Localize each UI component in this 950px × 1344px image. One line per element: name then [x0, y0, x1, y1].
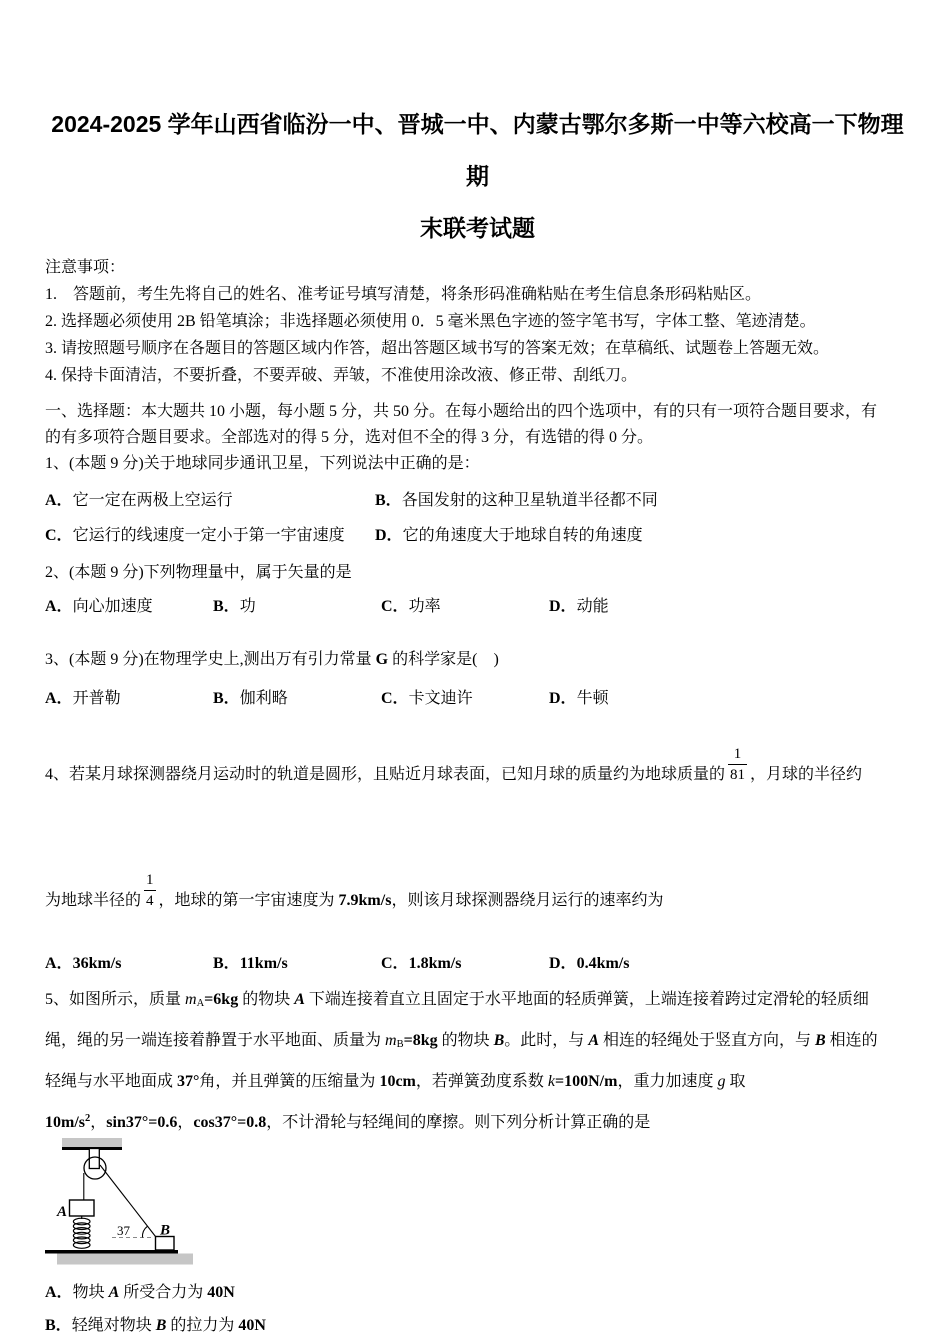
question-5-stem-line3: 轻绳与水平地面成 37°角，并且弹簧的压缩量为 10cm，若弹簧劲度系数 k=100N/m，重力加速度 g 取	[45, 1073, 746, 1090]
option-1b-letter: B．	[375, 492, 402, 509]
option-4d-text: 0.4km/s	[576, 955, 630, 972]
option-4c-text: 1.8km/s	[408, 955, 462, 972]
option-4a	[45, 951, 213, 977]
option-2c-text: 功率	[408, 598, 441, 615]
option-1d-letter: D．	[375, 527, 403, 544]
section-intro	[45, 399, 910, 451]
option-3d-text: 牛顿	[576, 690, 609, 707]
question-4-stem-line1: 4、若某月球探测器绕月运动时的轨道是圆形，且贴近月球表面，已知月球的质量约为地球质量的 $\frac{1}{81}$ ，月球的半径约	[45, 746, 863, 783]
angle-label: 37	[117, 1223, 130, 1238]
question-4-options-row	[45, 951, 910, 977]
notice-item-3: 3. 请按照题号顺序在各题目的答题区域内作答，超出答题区域书写的答案无效；在草稿纸、试题卷上答题无效。	[45, 340, 830, 357]
question-4-stem-line2: 为地球半径的 $\frac{1}{4}$ ，地球的第一宇宙速度为 7.9km/s，则该月球探测器绕月运行的速率约为	[45, 872, 664, 909]
ceiling-bar	[62, 1138, 122, 1147]
option-1a-text: 它一定在两极上空运行	[72, 492, 233, 509]
option-3a-letter: A．	[45, 690, 73, 707]
option-2d	[549, 594, 609, 620]
option-1c	[45, 523, 375, 549]
option-3b	[213, 686, 381, 712]
option-5b-text: 轻绳对物块 B 的拉力为 40N	[71, 1317, 266, 1334]
exam-title-line2: 末联考试题	[420, 215, 535, 241]
section-intro-line2: 的有多项符合题目要求。全部选对的得 5 分，选对但不全的得 3 分，有选错的得 0 分。	[45, 429, 654, 446]
option-4c-letter: C．	[381, 955, 409, 972]
spring	[73, 1216, 90, 1248]
option-4b-text: 11km/s	[239, 955, 288, 972]
option-5b-letter: B．	[45, 1317, 72, 1334]
option-1b-text: 各国发射的这种卫星轨道半径都不同	[401, 492, 658, 509]
question-5-figure	[45, 1135, 910, 1267]
option-2b	[213, 594, 381, 620]
pulley-spring-diagram	[45, 1135, 195, 1267]
section-intro-line1: 一、选择题：本大题共 10 小题，每小题 5 分，共 50 分。在每小题给出的四个选项中，有的只有一项符合题目要求，有	[45, 403, 878, 420]
notice-section	[45, 254, 910, 389]
option-4d	[549, 951, 629, 977]
option-2d-text: 动能	[576, 598, 609, 615]
option-2d-letter: D．	[549, 598, 577, 615]
option-1a-letter: A．	[45, 492, 73, 509]
option-3a-text: 开普勒	[72, 690, 121, 707]
option-4a-letter: A．	[45, 955, 73, 972]
question-2-stem: 2、(本题 9 分)下列物理量中，属于矢量的是	[45, 564, 352, 581]
option-1b	[375, 488, 658, 514]
option-3c-letter: C．	[381, 690, 409, 707]
question-2-options-row	[45, 594, 910, 620]
option-2c	[381, 594, 549, 620]
notice-heading: 注意事项：	[45, 259, 126, 276]
ground-line	[45, 1250, 178, 1254]
option-1a	[45, 488, 375, 514]
question-1-stem: 1、(本题 9 分)关于地球同步通讯卫星，下列说法中正确的是：	[45, 455, 480, 472]
angle-arc	[142, 1226, 147, 1237]
option-4a-text: 36km/s	[72, 955, 122, 972]
question-5-stem-line2: 绳，绳的另一端连接着静置于水平地面、质量为 mB=8kg 的物块 B。此时，与 A 相连的轻绳处于竖直方向，与 B 相连的	[45, 1032, 878, 1050]
block-a	[70, 1200, 95, 1216]
option-2a-text: 向心加速度	[72, 598, 153, 615]
option-3b-text: 伽利略	[239, 690, 288, 707]
question-5-stem-line1: 5、如图所示，质量 mA=6kg 的物块 A 下端连接着直立且固定于水平地面的轻质弹簧，上端连接着跨过定滑轮的轻质细	[45, 991, 869, 1009]
question-5-stem	[45, 981, 910, 1141]
block-b	[156, 1237, 175, 1251]
option-2c-letter: C．	[381, 598, 409, 615]
exam-title	[45, 98, 910, 254]
option-1c-text: 它运行的线速度一定小于第一宇宙速度	[72, 527, 345, 544]
option-3c-text: 卡文迪许	[408, 690, 473, 707]
question-1-options-row-2	[45, 523, 910, 549]
block-a-label: A	[57, 1204, 68, 1220]
question-5-option-a	[45, 1280, 910, 1306]
option-3c	[381, 686, 549, 712]
option-1d	[375, 523, 643, 549]
option-4d-letter: D．	[549, 955, 577, 972]
option-3d	[549, 686, 609, 712]
question-5-stem-line4: $10m/s^2$，sin37°=0.6，cos37°=0.8，不计滑轮与轻绳间的摩擦。则下列分析计算正确的是	[45, 1113, 651, 1131]
option-4b-letter: B．	[213, 955, 240, 972]
option-3b-letter: B．	[213, 690, 240, 707]
question-3-stem: 3、(本题 9 分)在物理学史上,测出万有引力常量 G 的科学家是( )	[45, 651, 499, 668]
option-2b-text: 功	[239, 598, 256, 615]
block-b-label: B	[160, 1222, 171, 1239]
notice-item-1: 1. 答题前，考生先将自己的姓名、准考证号填写清楚，将条形码准确粘贴在考生信息条形码粘贴区。	[45, 286, 762, 303]
question-5-option-b	[45, 1313, 910, 1339]
option-2b-letter: B．	[213, 598, 240, 615]
option-3a	[45, 686, 213, 712]
option-1c-letter: C．	[45, 527, 73, 544]
option-2a	[45, 594, 213, 620]
ground-bar	[57, 1254, 193, 1265]
question-1-options-row-1	[45, 488, 910, 514]
notice-item-2: 2. 选择题必须使用 2B 铅笔填涂；非选择题必须使用 0．5 毫米黑色字迹的签字笔书写，字体工整、笔迹清楚。	[45, 313, 816, 330]
option-5a-letter: A．	[45, 1284, 73, 1301]
exam-title-line1: 2024-2025 学年山西省临汾一中、晋城一中、内蒙古鄂尔多斯一中等六校高一下物理期	[51, 111, 904, 189]
option-5a-text: 物块 A 所受合力为 40N	[72, 1284, 235, 1301]
option-1d-text: 它的角速度大于地球自转的角速度	[402, 527, 643, 544]
option-3d-letter: D．	[549, 690, 577, 707]
notice-item-4: 4. 保持卡面清洁，不要折叠，不要弄破、弄皱，不准使用涂改液、修正带、刮纸刀。	[45, 367, 638, 384]
question-3-options-row	[45, 686, 910, 712]
option-4b	[213, 951, 381, 977]
option-4c	[381, 951, 549, 977]
option-2a-letter: A．	[45, 598, 73, 615]
